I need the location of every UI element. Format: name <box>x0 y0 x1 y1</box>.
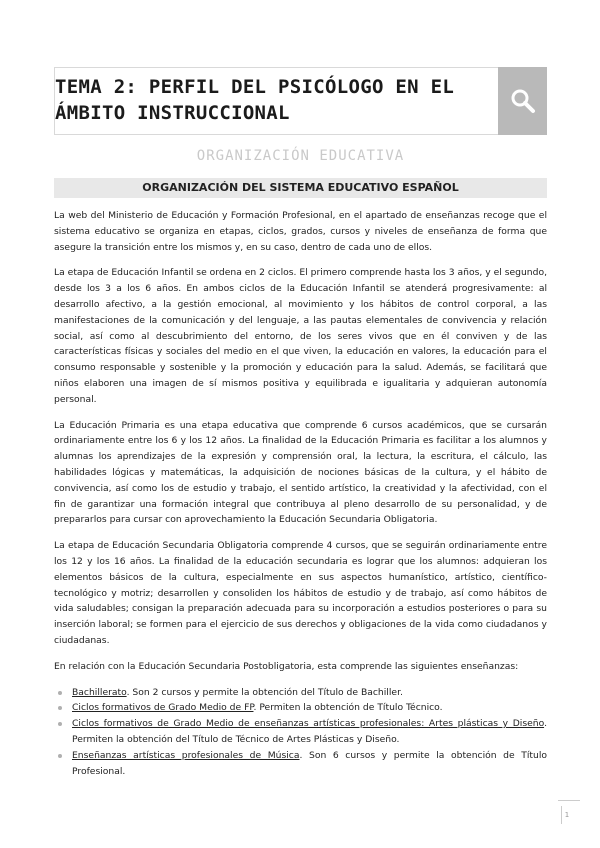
list-item <box>54 700 547 716</box>
list-item <box>54 685 547 701</box>
page-header <box>54 67 547 135</box>
section-title: ORGANIZACIÓN EDUCATIVA <box>196 148 405 164</box>
paragraph: La web del Ministerio de Educación y Formación Profesional, en el apartado de enseñanzas recoge que el sistema educativo se organiza en etapas, ciclos, grados, cursos y niveles de enseñanza de forma que asegure la transición entre los mismos y, en su caso, dentro de cada uno de ellos. <box>54 210 547 253</box>
education-list <box>54 685 547 780</box>
bullet-icon <box>58 754 62 758</box>
page-title: TEMA 2: PERFIL DEL PSICÓLOGO EN EL ÁMBITO INSTRUCCIONAL <box>55 76 455 124</box>
paragraph: La etapa de Educación Infantil se ordena en 2 ciclos. El primero comprende hasta los 3 años, y el segundo, desde los 3 a los 6 años. En ambos ciclos de la Educación Infantil se atenderá progresivamente: al desarrollo afectivo, a la gestión emocional, al movimiento y los hábitos de control corporal, a las manifestaciones de la comunicación y del lenguaje, a las pautas elementales de convivencia y relación social, así como al descubrimiento del entorno, de los seres vivos que en él conviven y de las características físicas y sociales del medio en el que viven, la educación en valores, la educación para el consumo responsable y sostenible y la promoción y educación para la salud. Además, se facilitará que niños elaboren una imagen de sí mismos positiva y equilibrada e igualitaria y adquieran autonomía personal. <box>54 267 547 405</box>
list-link[interactable]: Ciclos formativos de Grado Medio de FP <box>72 702 254 714</box>
bullet-icon <box>58 691 62 695</box>
bullet-icon <box>58 722 62 726</box>
search-button[interactable] <box>498 67 547 135</box>
paragraph: La Educación Primaria es una etapa educativa que comprende 6 cursos académicos, que se cursarán ordinariamente entre los 6 y los 12 años. La finalidad de la Educación Primaria es facilitar a los alumnos y alumnas los aprendizajes de la expresión y comprensión oral, la lectura, la escritura, el cálculo, las habilidades lógicas y matemáticas, la adquisición de nociones básicas de la cultura, y el hábito de convivencia, así como los de estudio y trabajo, el sentido artístico, la creatividad y la afectividad, con el fin de garantizar una formación integral que contribuya al pleno desarrollo de su personalidad, y de prepararlos para cursar con aprovechamiento la Educación Secundaria Obligatoria. <box>54 419 547 526</box>
list-text: . Son 6 cursos y permite la obtención de Título Profesional. <box>72 749 548 777</box>
list-item <box>54 716 547 748</box>
list-link[interactable]: Ciclos formativos de Grado Medio de enseñanzas artísticas profesionales: Artes plásticas y Diseño <box>72 718 545 730</box>
paragraph: La etapa de Educación Secundaria Obligatoria comprende 4 cursos, que se seguirán ordinariamente entre los 12 y los 16 años. La finalidad de la educación secundaria es lograr que los alumnos: adquieran los elementos básicos de la cultura, especialmente en sus aspectos humanístico, artístico, científico-tecnológico y motriz; desarrollen y consoliden los hábitos de estudio y de trabajo, así como hábitos de vida saludables; consigan la preparación adecuada para su incorporación a estudios posteriores o para su inserción laboral; se formen para el ejercicio de sus derechos y obligaciones de la vida como ciudadanos y ciudadanas. <box>54 540 547 646</box>
list-link[interactable]: Enseñanzas artísticas profesionales de Música <box>72 749 300 761</box>
list-text: . Permiten la obtención de Título Técnico. <box>253 702 443 714</box>
list-link[interactable]: Bachillerato <box>72 686 127 698</box>
search-icon <box>510 88 536 114</box>
list-text: . Permiten la obtención del Título de Técnico de Artes Plásticas y Diseño. <box>72 718 547 745</box>
page-number: 1 <box>561 806 572 824</box>
list-text: . Son 2 cursos y permite la obtención del Título de Bachiller. <box>126 686 403 698</box>
bullet-icon <box>58 706 62 710</box>
list-item <box>54 748 547 780</box>
subsection-title: ORGANIZACIÓN DEL SISTEMA EDUCATIVO ESPAÑOL <box>54 178 547 198</box>
paragraph: En relación con la Educación Secundaria Postobligatoria, esta comprende las siguientes enseñanzas: <box>54 660 519 672</box>
page-divider <box>558 800 580 801</box>
document-body <box>54 208 547 779</box>
